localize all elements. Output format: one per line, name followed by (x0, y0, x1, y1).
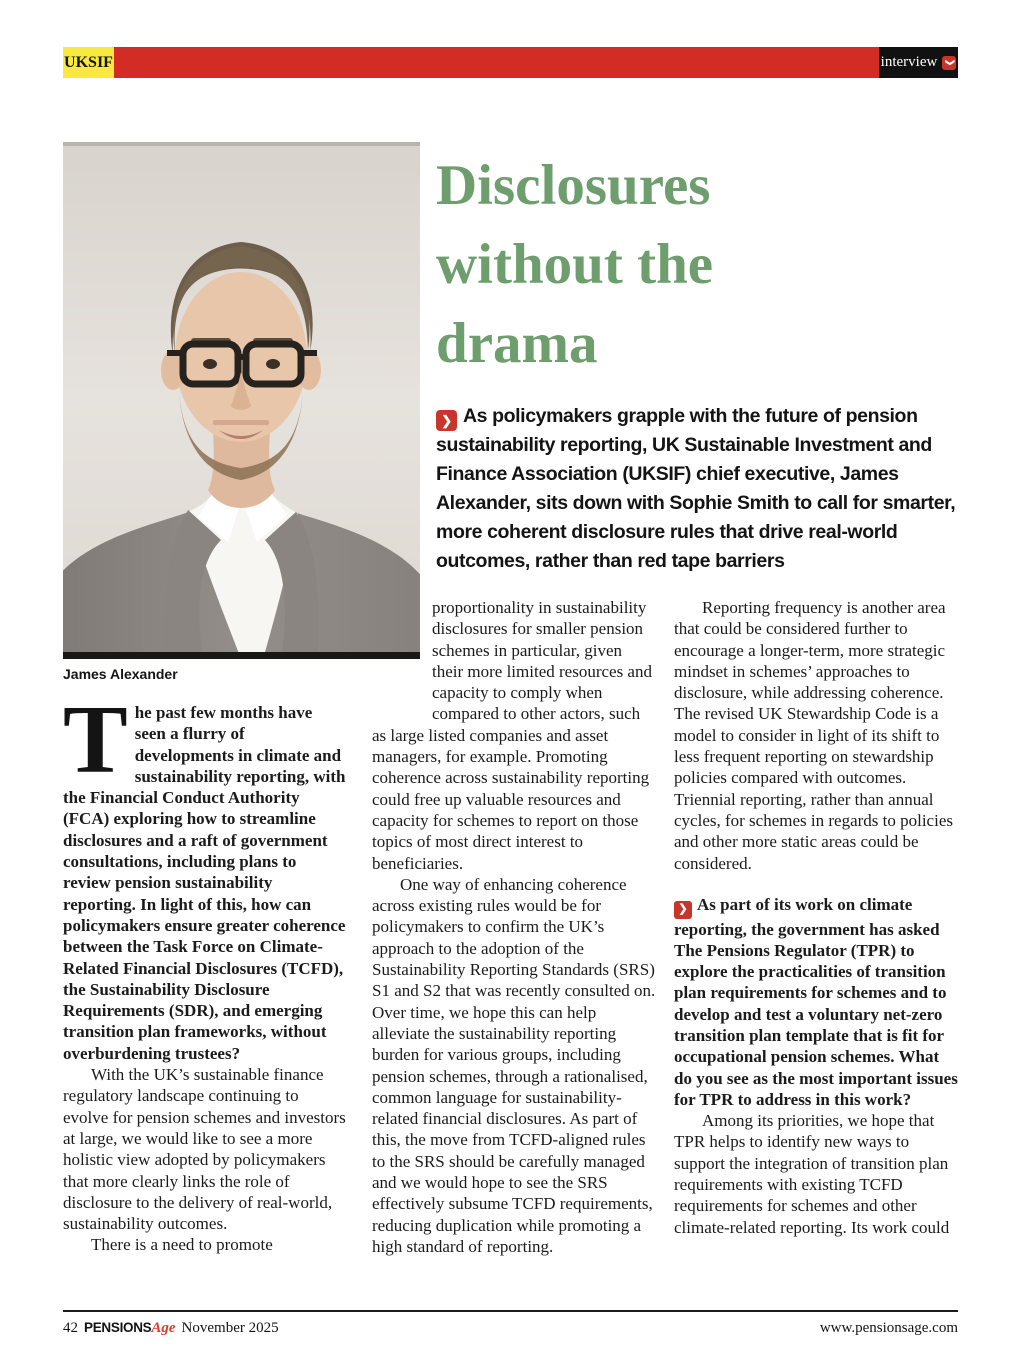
section-label: interview (880, 54, 938, 70)
kicker-label: UKSIF (64, 53, 113, 71)
title-line-3: drama (436, 312, 598, 375)
article-column-1 (63, 686, 347, 1256)
kicker-uksif (63, 47, 114, 78)
title-line-2: without the (436, 233, 714, 296)
standfirst (436, 402, 970, 576)
header-red-bar (114, 47, 879, 78)
lead-text: he past few months have seen a flurry of developments in climate and sustainability reporting, with the Financial Conduct Authority (FCA) exploring how to streamline disclosures and a raft of government consultations, including plans to review pension sustainability reporting. In light of this, how can policymakers ensure greater coherence between the Task Force on Climate-Related Financial Disclosures (TCFD), the Sustainability Disclosure Requirements (SDR), and emerging transition plan frameworks, without overburdening trustees? (63, 703, 346, 1063)
portrait-photo (63, 142, 420, 659)
page-title (436, 146, 971, 383)
question-paragraph: ❯ As part of its work on climate reporting, the government has asked The Pensions Regulator (TPR) to explore the practicalities of transition plan requirements for schemes and to develop and test a voluntary net-zero transition plan template that is fit for occupational pension schemes. What do you see as the most important issues for TPR to address in this work? (674, 894, 958, 1109)
paragraph: proportionality in sustainability disclosures for smaller pension schemes in particular, given their more limited resources and capacity to comply when compared to other actors, such as large listed companies and asset managers, for example. Promoting coherence across sustainability reporting could free up valuable resources and capacity for schemes to report on those topics of most direct interest to beneficiaries. (372, 598, 652, 873)
section-tab-interview (879, 47, 958, 78)
footer (63, 1320, 958, 1337)
website-link[interactable]: www.pensionsage.com (819, 1320, 958, 1336)
footer-rule (63, 1310, 958, 1312)
standfirst-text: As policymakers grapple with the future of pension sustainability reporting, UK Sustainable Investment and Finance Association (UKSIF) chief executive, James Alexander, sits down with Sophie Smith to call for smarter, more coherent disclosure rules that drive real-world outcomes, rather than red tape barriers (436, 405, 956, 572)
magazine-brand-italic: Age (151, 1320, 176, 1336)
portrait-illustration (63, 142, 420, 659)
page-number: 42 (63, 1320, 78, 1336)
lead-paragraph (63, 686, 347, 1064)
arrow-right-icon: ❯ (674, 901, 692, 919)
paragraph: With the UK’s sustainable finance regulatory landscape continuing to evolve for pension schemes and investors at large, we would like to see a more holistic view adopted by policymakers that more clearly links the role of disclosure to the delivery of real-world, sustainability outcomes. (63, 1065, 346, 1234)
photo-caption: James Alexander (63, 666, 178, 682)
title-line-1: Disclosures (436, 154, 711, 217)
paragraph: One way of enhancing coherence across existing rules would be for policymakers to confirm the UK’s approach to the adoption of the Sustainability Reporting Standards (SRS) S1 and S2 that was recently consulted on. Over time, we hope this can help alleviate the sustainability reporting burden for various groups, including pension schemes, through a rationalised, common language for sustainability-related financial disclosures. As part of this, the move from TCFD-aligned rules to the SRS should be carefully managed and we would hope to see the SRS effectively subsume TCFD requirements, reducing duplication while promoting a high standard of reporting. (372, 874, 656, 1256)
issue-date: November 2025 (181, 1320, 279, 1336)
paragraph: Among its priorities, we hope that TPR helps to identify new ways to support the integration of transition plan requirements with existing TCFD requirements for schemes and other climate-related reporting. Its work could (674, 1111, 950, 1237)
paragraph: There is a need to promote (91, 1235, 273, 1255)
chevron-down-icon: ❯ (942, 56, 956, 70)
photo-wrap-spacer (372, 597, 432, 704)
header-band (63, 47, 958, 78)
paragraph: Reporting frequency is another area that could be considered further to encourage a longer-term, more strategic mindset in schemes’ approaches to disclosure, while addressing coherence. The revised UK Stewardship Code is a model to consider in light of its shift to less frequent reporting on stewardship policies compared with outcomes. Triennial reporting, rather than annual cycles, for schemes in regards to policies and other more static areas could be considered. (674, 598, 953, 873)
footer-left (63, 1320, 279, 1337)
article-column-3 (674, 597, 958, 1238)
arrow-right-icon: ❯ (436, 410, 457, 431)
article-column-2 (372, 597, 656, 1257)
drop-cap: T (63, 686, 128, 793)
footer-right (820, 1320, 958, 1337)
magazine-brand: PENSIONS (84, 1320, 152, 1335)
